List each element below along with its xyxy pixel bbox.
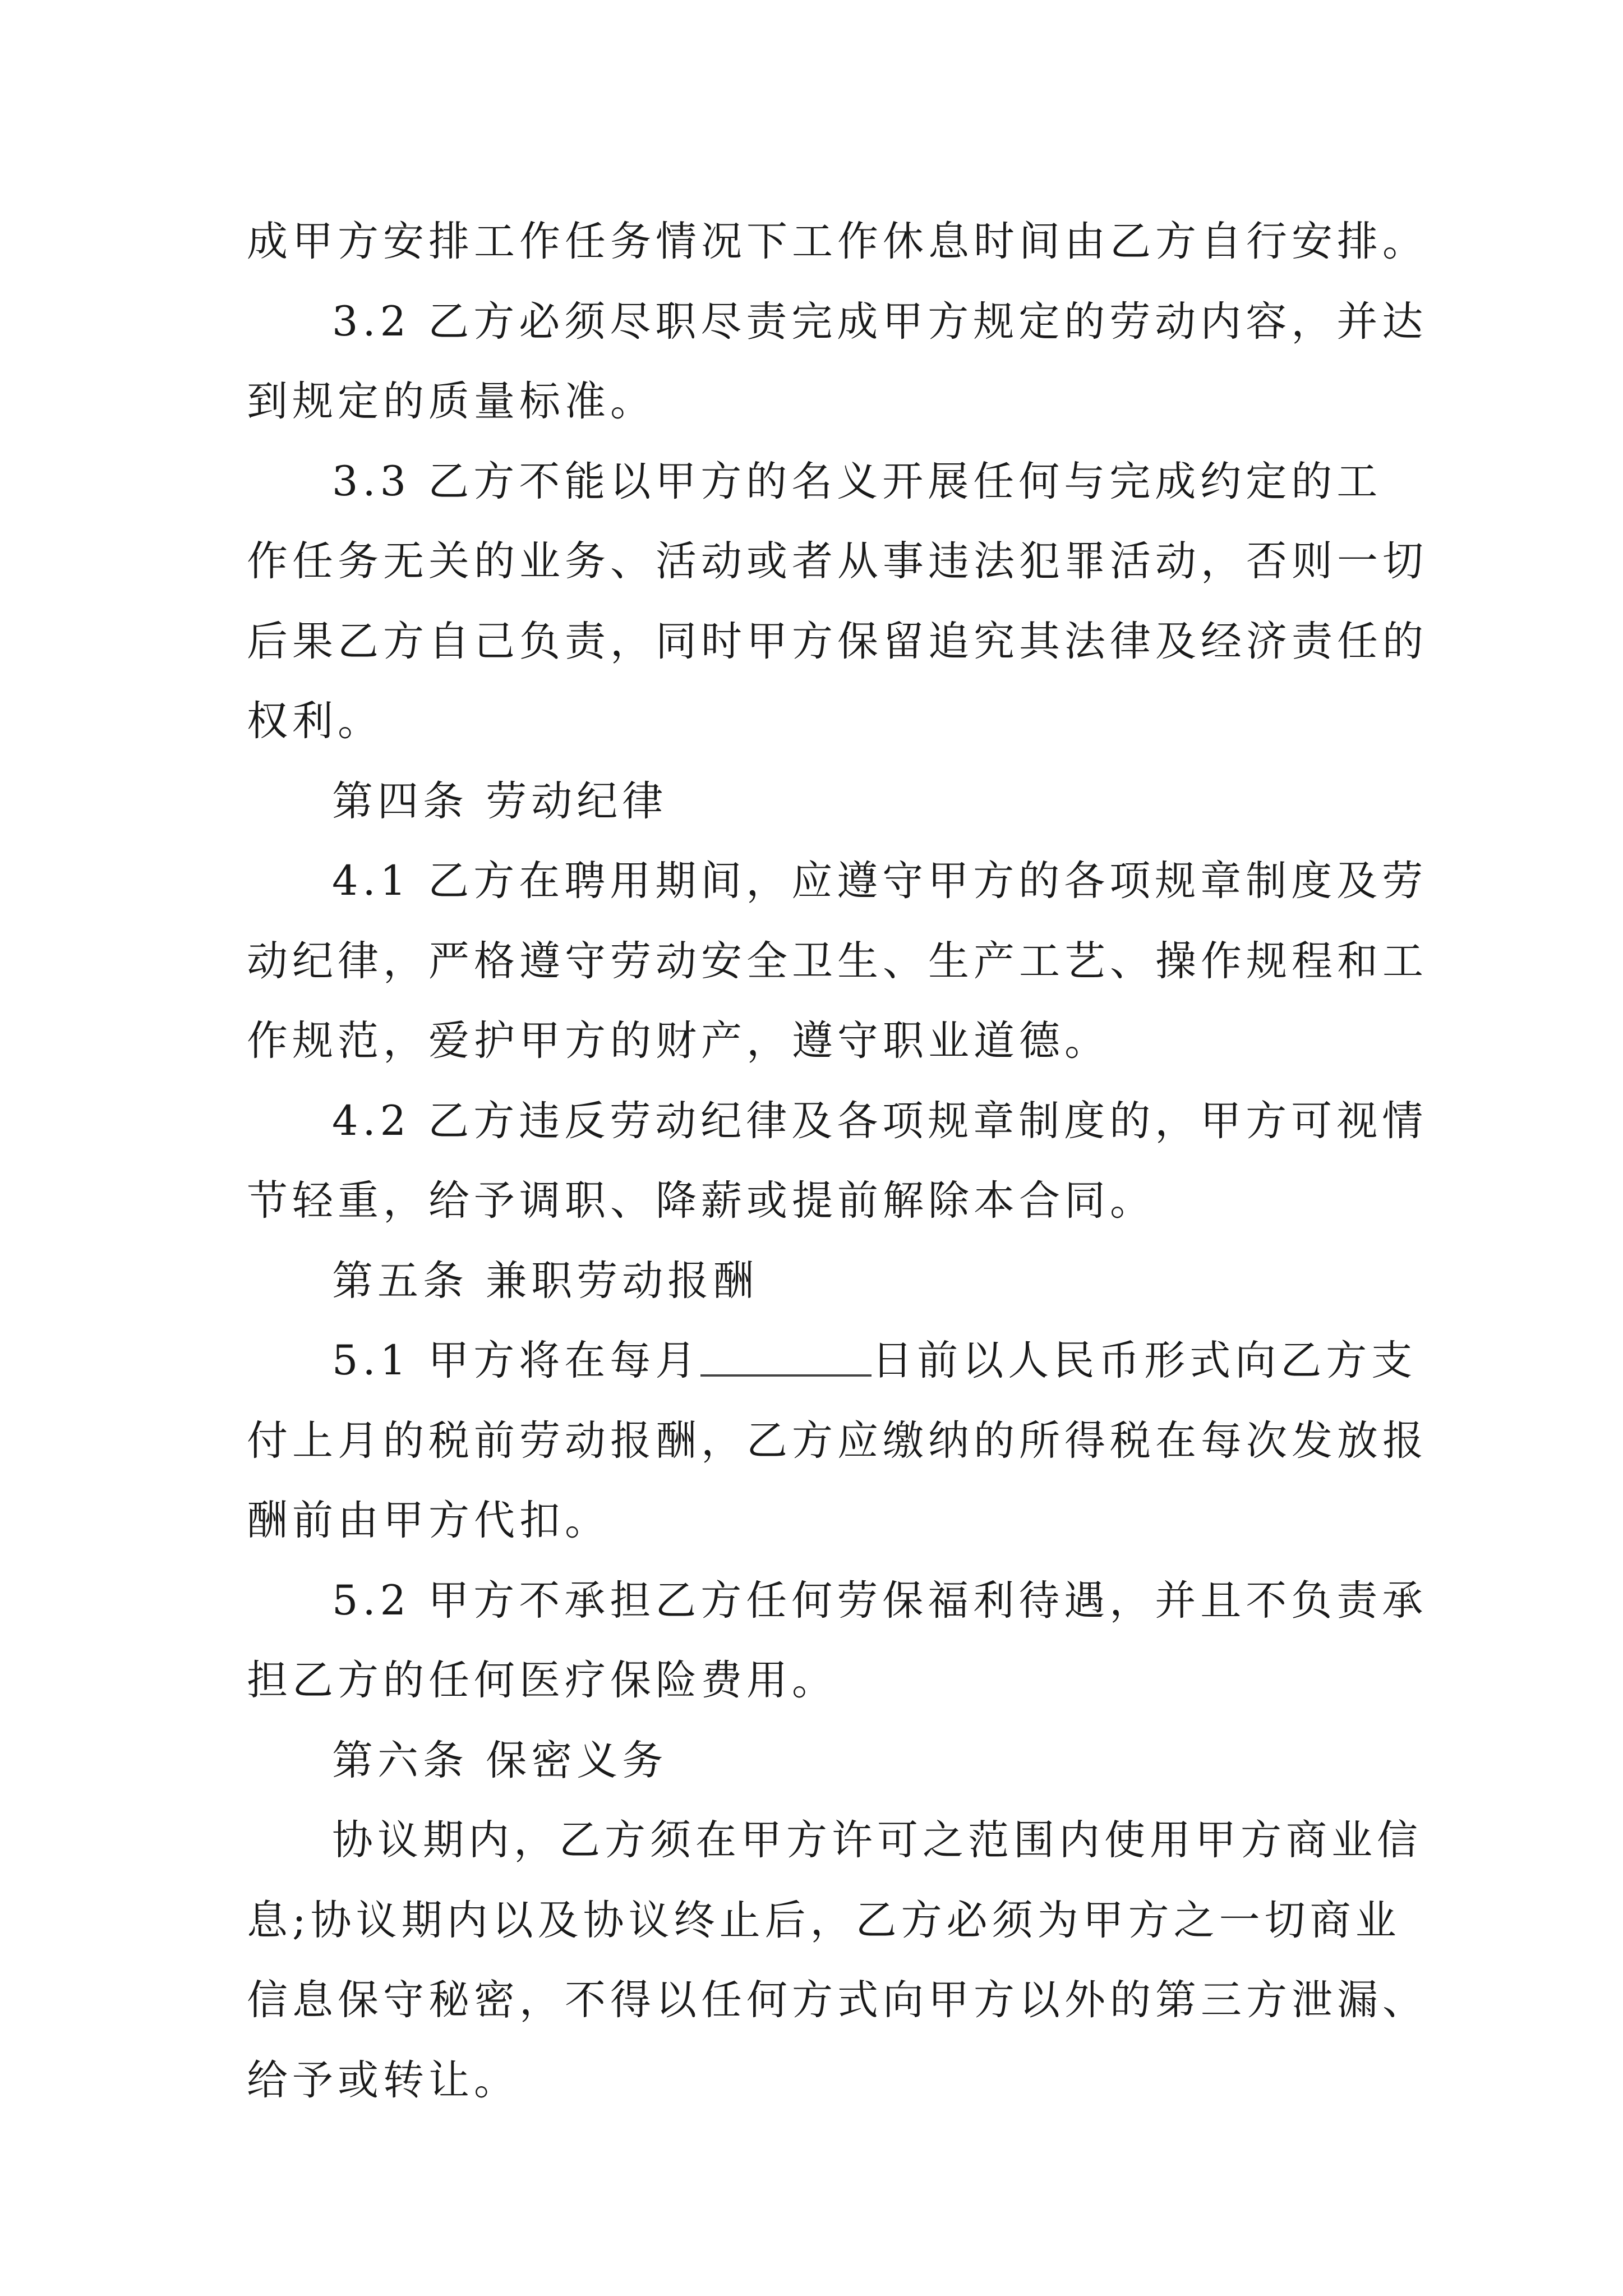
paragraph-line: 动纪律，严格遵守劳动安全卫生、生产工艺、操作规程和工 xyxy=(247,937,1428,985)
clause-3-3-line: 3.3 乙方不能以甲方的名义开展任何与完成约定的工 xyxy=(332,457,1382,505)
paragraph-line: 节轻重，给予调职、降薪或提前解除本合同。 xyxy=(247,1177,1155,1225)
contract-body xyxy=(247,202,1428,2120)
paragraph-line: 酬前由甲方代扣。 xyxy=(247,1497,610,1544)
clause-3-2-line: 3.2 乙方必须尽职尽责完成甲方规定的劳动内容，并达 xyxy=(332,297,1428,346)
paragraph-line: 权利。 xyxy=(247,697,383,745)
paragraph-line: 付上月的税前劳动报酬，乙方应缴纳的所得税在每次发放报 xyxy=(247,1416,1428,1465)
paragraph-line: 息;协议期内以及协议终止后，乙方必须为甲方之一切商业 xyxy=(247,1896,1401,1944)
paragraph-line: 作规范，爱护甲方的财产，遵守职业道德。 xyxy=(247,1017,1110,1065)
paragraph-line: 后果乙方自己负责，同时甲方保留追究其法律及经济责任的 xyxy=(247,617,1428,665)
paragraph-line: 成甲方安排工作任务情况下工作休息时间由乙方自行安排。 xyxy=(247,218,1428,265)
clause-4-1-line: 4.1 乙方在聘用期间，应遵守甲方的各项规章制度及劳 xyxy=(332,857,1428,905)
payment-day-blank xyxy=(700,1335,872,1377)
section-heading-4: 第四条 劳动纪律 xyxy=(332,777,668,825)
clause-5-1-text-start: 5.1 甲方将在每月 xyxy=(332,1337,701,1384)
clause-5-2-line: 5.2 甲方不承担乙方任何劳保福利待遇，并且不负责承 xyxy=(332,1576,1428,1625)
section-heading-5: 第五条 兼职劳动报酬 xyxy=(332,1257,759,1305)
clause-4-2-line: 4.2 乙方违反劳动纪律及各项规章制度的，甲方可视情 xyxy=(332,1097,1428,1145)
paragraph-line: 到规定的质量标准。 xyxy=(247,378,656,425)
confidentiality-line: 协议期内，乙方须在甲方许可之范围内使用甲方商业信 xyxy=(332,1816,1422,1864)
paragraph-line: 信息保守秘密，不得以任何方式向甲方以外的第三方泄漏、 xyxy=(247,1976,1428,2024)
section-heading-6: 第六条 保密义务 xyxy=(332,1736,668,1784)
clause-5-1-text-end: 日前以人民币形式向乙方支 xyxy=(872,1337,1417,1384)
paragraph-line: 作任务无关的业务、活动或者从事违法犯罪活动，否则一切 xyxy=(247,537,1428,585)
paragraph-line: 担乙方的任何医疗保险费用。 xyxy=(247,1657,837,1704)
paragraph-line: 给予或转让。 xyxy=(247,2056,519,2104)
clause-5-1-line xyxy=(247,1321,1417,1401)
